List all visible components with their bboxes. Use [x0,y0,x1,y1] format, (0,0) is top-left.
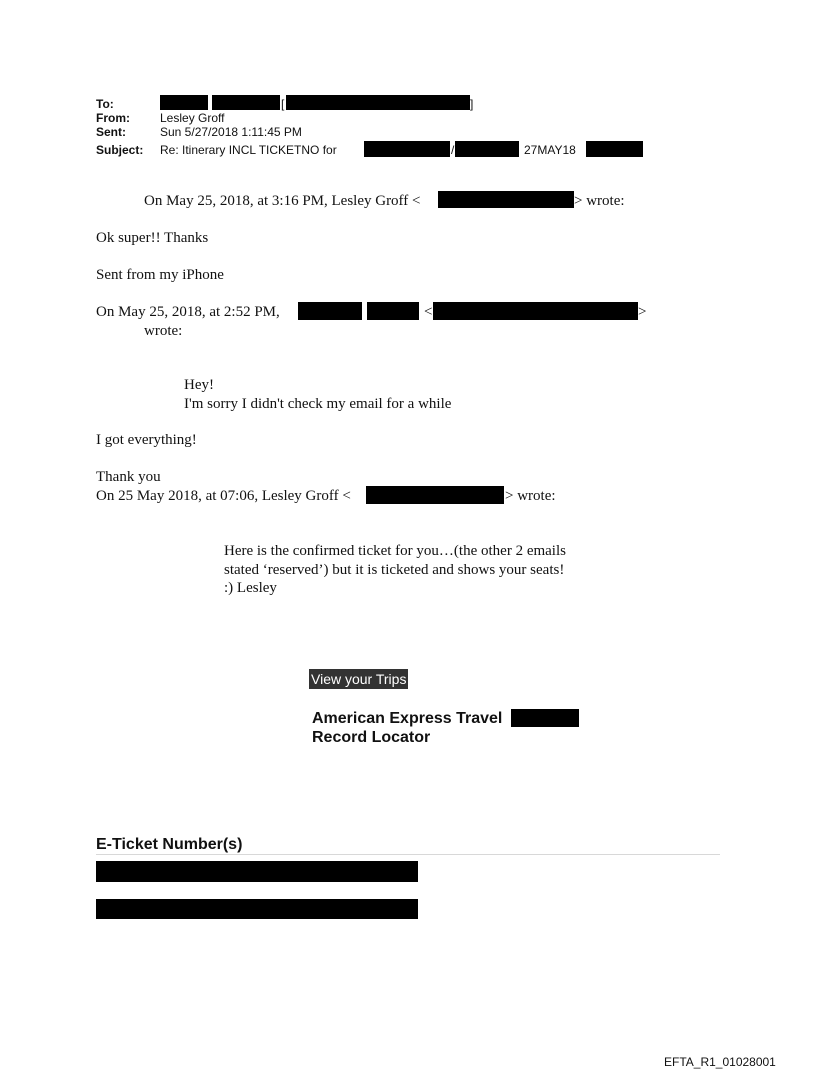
eticket-heading: E-Ticket Number(s) [96,836,243,853]
confirmed-line-1: Here is the confirmed ticket for you…(the other 2 emails [224,543,566,559]
line-hey: Hey! [184,377,214,393]
quote2-prefix: On May 25, 2018, at 2:52 PM, [96,304,280,320]
to-bracket-close: ] [470,97,474,111]
confirmed-line-2: stated ‘reserved’) but it is ticketed and shows your seats! [224,562,565,578]
line-sent-from: Sent from my iPhone [96,267,224,283]
to-bracket-open: [ [281,97,285,111]
redaction-quote1-email [438,191,574,208]
to-label: To: [96,97,114,111]
redaction-eticket-2 [96,899,418,919]
subject-label: Subject: [96,143,144,157]
eticket-divider [96,854,720,855]
line-thank-you: Thank you [96,469,161,485]
quote1-suffix: > wrote: [574,193,625,209]
record-locator-label: Record Locator [312,729,431,746]
from-label: From: [96,111,130,125]
redaction-subject-2 [455,141,519,157]
redaction-quote3-email [366,486,504,504]
quote2-gt: > [638,304,647,320]
quote2-lt: < [424,304,433,320]
redaction-subject-1 [364,141,450,157]
quote3-suffix: > wrote: [505,488,556,504]
redaction-quote2-email [433,302,638,320]
view-trips-button[interactable]: View your Trips [311,671,407,687]
redaction-to-name-2 [212,95,280,110]
subject-date: 27MAY18 [524,143,576,157]
from-value: Lesley Groff [160,111,225,125]
redaction-to-email [286,95,470,110]
amex-travel-label: American Express Travel [312,710,503,727]
document-id: EFTA_R1_01028001 [664,1055,776,1069]
redaction-quote2-name-1 [298,302,362,320]
subject-slash: / [451,143,455,157]
quote1-prefix: On May 25, 2018, at 3:16 PM, Lesley Groff < [144,193,421,209]
line-sorry: I'm sorry I didn't check my email for a while [184,396,452,412]
sent-label: Sent: [96,125,126,139]
quote3-prefix: On 25 May 2018, at 07:06, Lesley Groff < [96,488,351,504]
redaction-to-name-1 [160,95,208,110]
line-got-everything: I got everything! [96,432,197,448]
redaction-subject-3 [586,141,643,157]
quote2-wrote: wrote: [144,323,183,339]
redaction-quote2-name-2 [367,302,419,320]
confirmed-line-3: :) Lesley [224,580,277,596]
redaction-record-locator [511,709,579,727]
redaction-eticket-1 [96,861,418,882]
subject-prefix: Re: Itinerary INCL TICKETNO for [160,143,337,157]
line-ok: Ok super!! Thanks [96,230,209,246]
sent-value: Sun 5/27/2018 1:11:45 PM [160,125,302,139]
